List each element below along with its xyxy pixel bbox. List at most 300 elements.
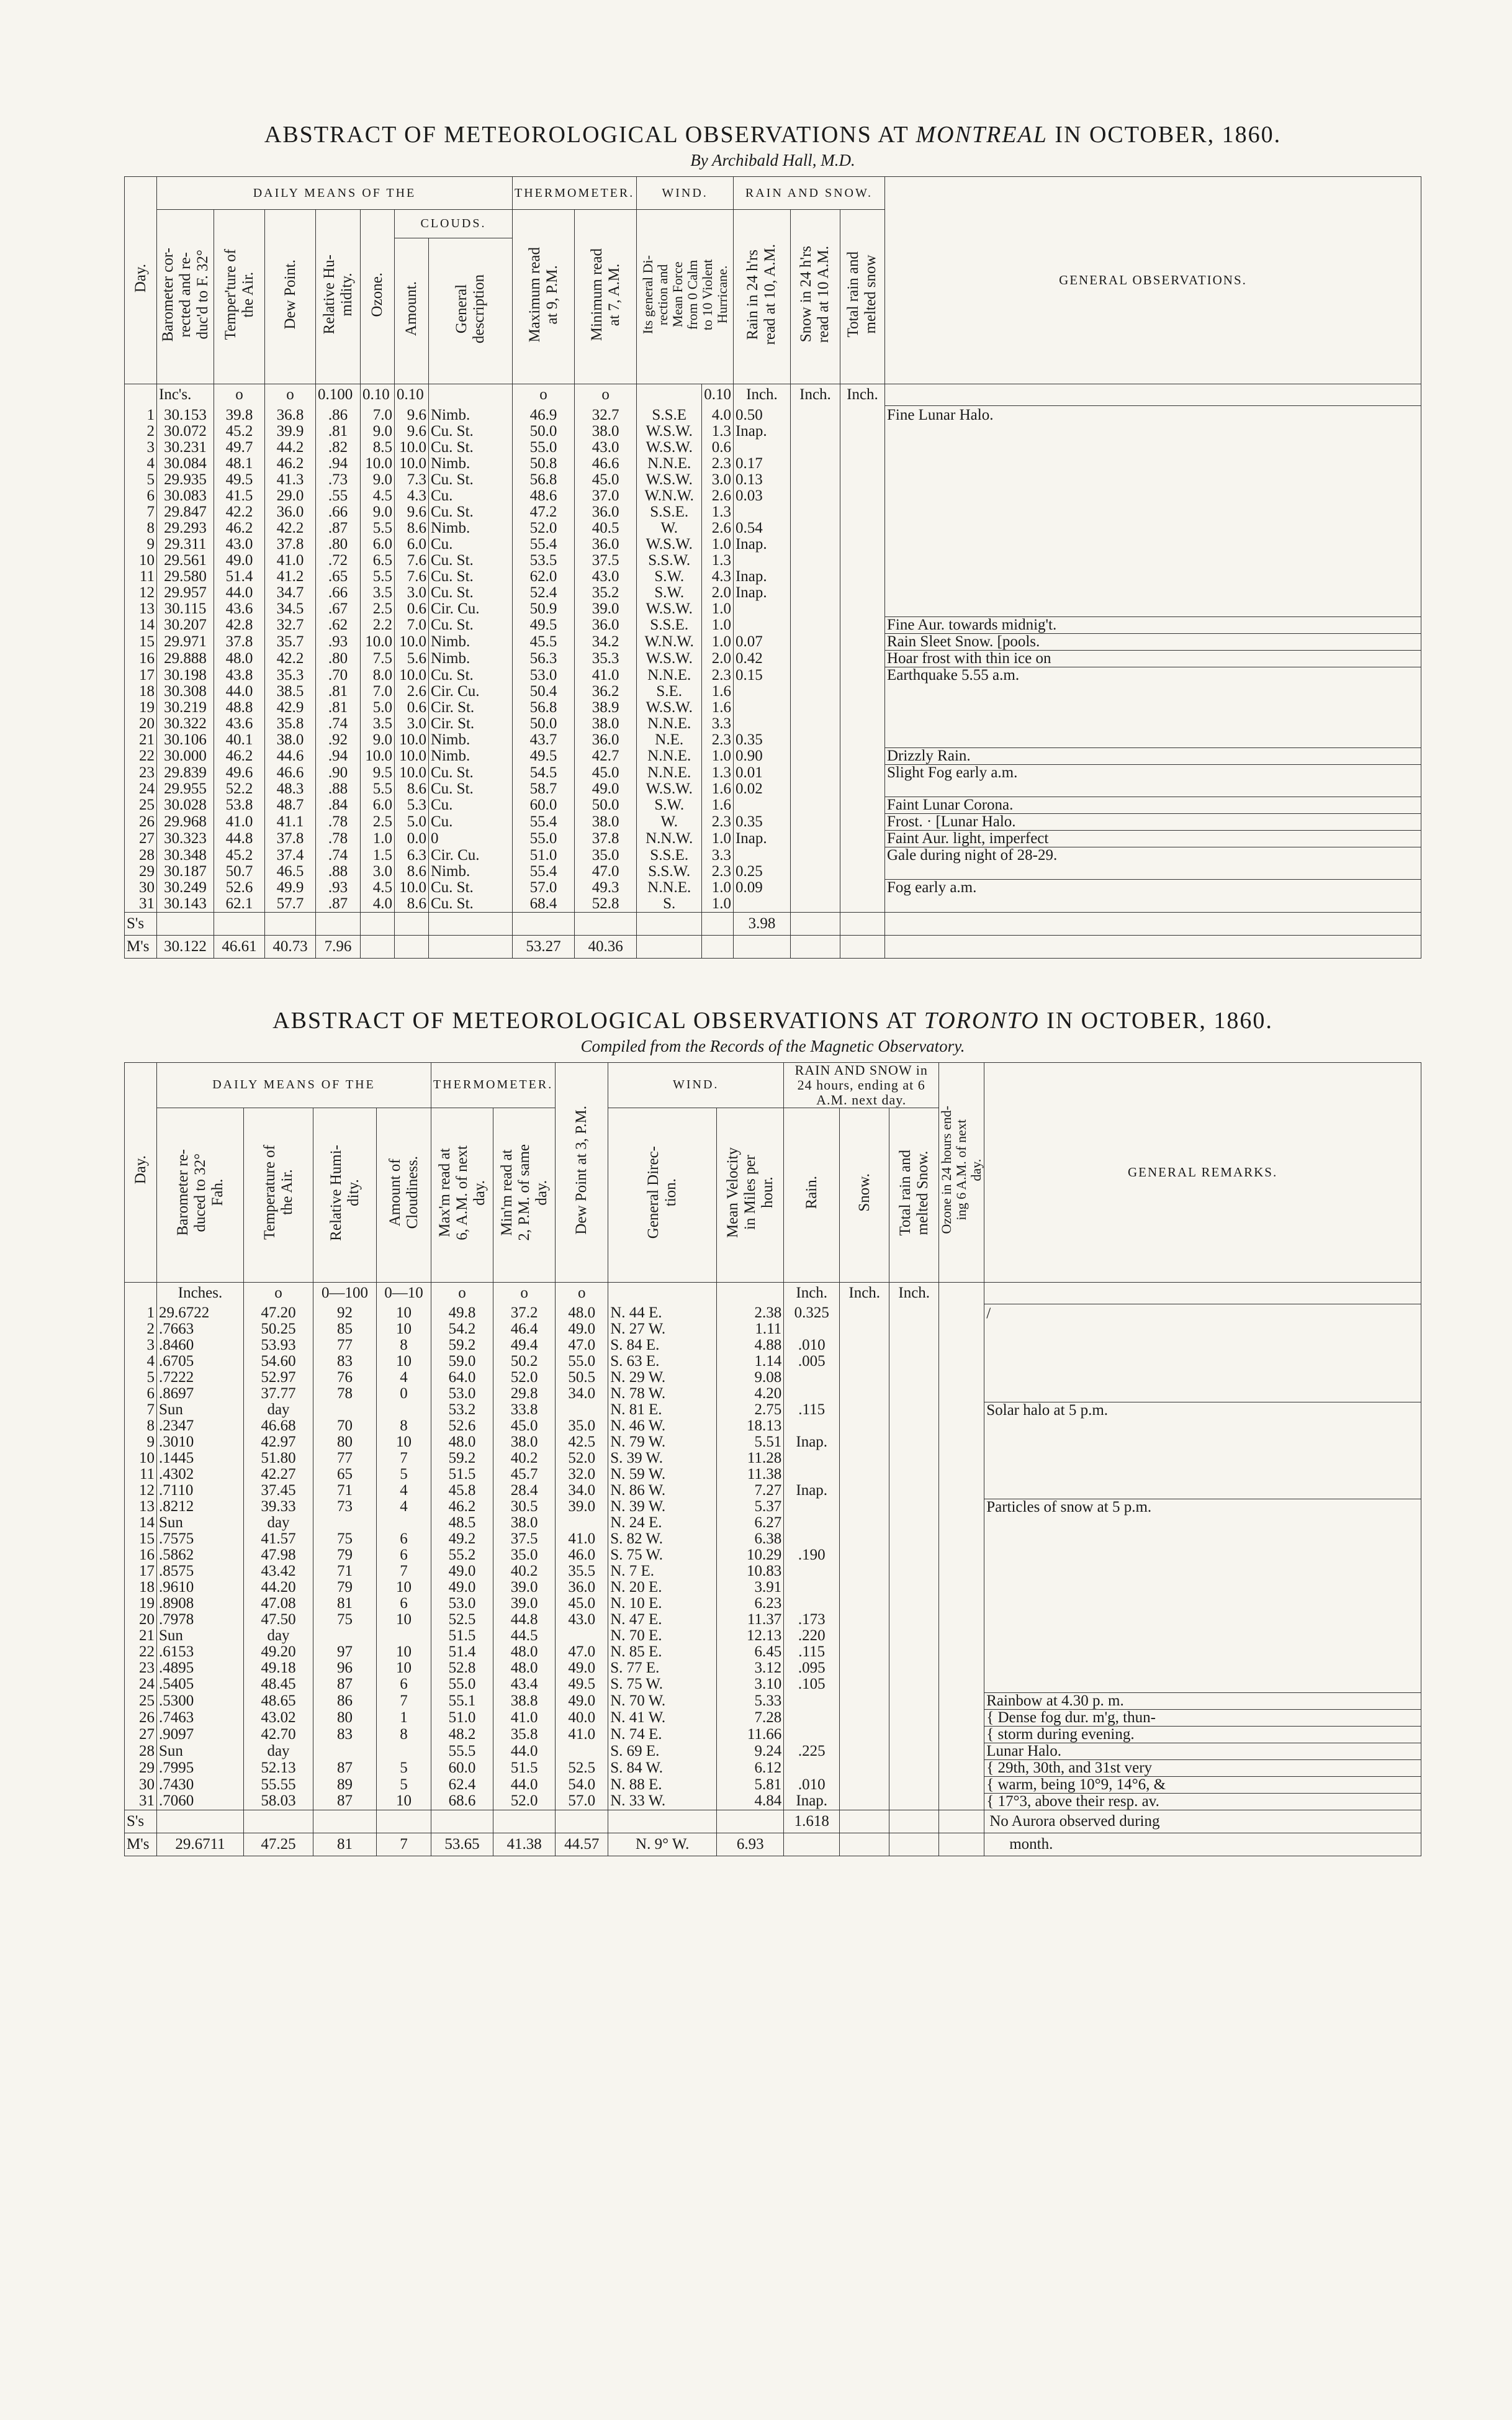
montreal-cell: 43.0 — [214, 536, 265, 553]
montreal-cell: 3.5 — [361, 716, 395, 732]
toronto-cell: S. 84 W. — [608, 1759, 717, 1776]
toronto-cell: 42.70 — [244, 1726, 313, 1743]
toronto-cell: 35.5 — [556, 1563, 608, 1579]
toronto-cell: N. 46 W. — [608, 1418, 717, 1434]
toronto-cell — [784, 1531, 840, 1547]
toronto-cell: .8697 — [157, 1386, 244, 1402]
toronto-cell: 10 — [377, 1579, 431, 1596]
montreal-cell — [840, 864, 884, 880]
toronto-col-ozone: Ozone in 24 hours end- ing 6 A.M. of next day. — [939, 1062, 984, 1282]
montreal-col-snow: Snow in 24 h'rs read at 10 A.M. — [790, 210, 840, 384]
montreal-cell: 30.219 — [157, 700, 214, 716]
montreal-cell: 6.5 — [361, 553, 395, 569]
toronto-cell: 1 — [377, 1709, 431, 1726]
toronto-cell — [889, 1628, 939, 1644]
toronto-cell — [840, 1776, 889, 1793]
toronto-cell — [939, 1321, 984, 1337]
toronto-cell: 6 — [377, 1596, 431, 1612]
toronto-cell: 12 — [125, 1483, 157, 1499]
montreal-cell: 50.4 — [513, 684, 575, 700]
montreal-cell — [840, 406, 884, 423]
montreal-cell: 30.072 — [157, 423, 214, 440]
toronto-cell — [556, 1628, 608, 1644]
montreal-cell: .94 — [316, 456, 361, 472]
toronto-cell — [784, 1759, 840, 1776]
toronto-cell — [939, 1776, 984, 1793]
toronto-cell: 59.2 — [431, 1337, 493, 1353]
montreal-cell: 24 — [125, 781, 157, 797]
toronto-cell: 51.80 — [244, 1450, 313, 1466]
toronto-cell: 52.5 — [431, 1612, 493, 1628]
montreal-cell: 0.03 — [733, 488, 790, 504]
toronto-cell — [889, 1370, 939, 1386]
toronto-col-remarks: GENERAL REMARKS. — [984, 1062, 1421, 1282]
montreal-col-temperature: Temper'ture of the Air. — [214, 210, 265, 384]
montreal-cell: 46.5 — [265, 864, 316, 880]
montreal-cell: 44.0 — [214, 585, 265, 601]
toronto-cell: 52.8 — [431, 1660, 493, 1676]
montreal-cell: 36.0 — [575, 536, 637, 553]
montreal-cell: 30.143 — [157, 896, 214, 913]
montreal-cell — [790, 553, 840, 569]
toronto-row — [125, 1402, 1421, 1418]
toronto-cell — [556, 1743, 608, 1759]
montreal-cell — [790, 585, 840, 601]
montreal-cell: 8.6 — [395, 896, 429, 913]
toronto-cell — [939, 1660, 984, 1676]
toronto-cell — [939, 1515, 984, 1531]
toronto-cell: 75 — [313, 1612, 377, 1628]
montreal-cell: 36.2 — [575, 684, 637, 700]
montreal-cell: .93 — [316, 634, 361, 651]
montreal-cell: 50.0 — [513, 423, 575, 440]
montreal-cell: 0.25 — [733, 864, 790, 880]
montreal-cell: 2.6 — [395, 684, 429, 700]
toronto-cell: 10 — [377, 1353, 431, 1370]
montreal-cell: 37.5 — [575, 553, 637, 569]
toronto-cell: 76 — [313, 1370, 377, 1386]
montreal-cell: 34.7 — [265, 585, 316, 601]
toronto-cell: 54.2 — [431, 1321, 493, 1337]
montreal-cell: .67 — [316, 601, 361, 617]
montreal-col-wind: Its general Di- rection and Mean Force from 0 Calm to 10 Violent Hurricane. — [637, 210, 734, 384]
montreal-cell — [790, 472, 840, 488]
montreal-cell: Cir. Cu. — [429, 601, 513, 617]
toronto-cell: 22 — [125, 1644, 157, 1660]
montreal-cell: 44.0 — [214, 684, 265, 700]
montreal-col-min: Minimum read at 7, A.M. — [575, 210, 637, 384]
toronto-cell: 10 — [125, 1450, 157, 1466]
montreal-cell: 29.847 — [157, 504, 214, 520]
montreal-cell: 55.4 — [513, 814, 575, 831]
montreal-cell — [790, 864, 840, 880]
montreal-cell: 0.0 — [395, 831, 429, 847]
toronto-remark: / — [984, 1304, 1421, 1402]
montreal-cell: 0 — [429, 831, 513, 847]
toronto-col-snow: Snow. — [840, 1108, 889, 1282]
montreal-cell: 37.4 — [265, 847, 316, 864]
montreal-cell — [790, 504, 840, 520]
toronto-cell — [939, 1563, 984, 1579]
toronto-cell: .8460 — [157, 1337, 244, 1353]
toronto-cell: 7.27 — [717, 1483, 784, 1499]
montreal-cell: N.N.E. — [637, 667, 702, 684]
toronto-subtitle: Compiled from the Records of the Magnetic Observatory. — [580, 1036, 965, 1055]
montreal-cell: 3.0 — [395, 716, 429, 732]
montreal-remark: Hoar frost with thin ice on — [884, 651, 1421, 667]
montreal-cell: 7.0 — [395, 617, 429, 634]
toronto-cell: N. 81 E. — [608, 1402, 717, 1418]
montreal-cell: S.S.E. — [637, 847, 702, 864]
montreal-cell: 46.2 — [265, 456, 316, 472]
montreal-cell: 55.4 — [513, 536, 575, 553]
montreal-cell — [840, 684, 884, 700]
toronto-cell: 18 — [125, 1579, 157, 1596]
toronto-cell: N. 70 W. — [608, 1692, 717, 1709]
toronto-cell: 8 — [377, 1418, 431, 1434]
toronto-cell — [889, 1337, 939, 1353]
toronto-cell — [939, 1579, 984, 1596]
montreal-cell: N.N.E. — [637, 765, 702, 781]
montreal-remark: Earthquake 5.55 a.m. — [884, 667, 1421, 748]
toronto-cell: .7978 — [157, 1612, 244, 1628]
montreal-cell — [790, 880, 840, 896]
montreal-cell: 49.5 — [513, 617, 575, 634]
toronto-cell — [313, 1515, 377, 1531]
montreal-cell: 9.6 — [395, 423, 429, 440]
montreal-cell: 3.5 — [361, 585, 395, 601]
montreal-cell: 4 — [125, 456, 157, 472]
toronto-cell: 14 — [125, 1515, 157, 1531]
toronto-remark: { 29th, 30th, and 31st very — [984, 1759, 1421, 1776]
toronto-col-day: Day. — [125, 1062, 157, 1282]
toronto-cell: 54.0 — [556, 1776, 608, 1793]
toronto-cell: 29.6722 — [157, 1304, 244, 1321]
toronto-cell: 45.0 — [556, 1596, 608, 1612]
montreal-cell: 43.6 — [214, 716, 265, 732]
toronto-cell: 52.13 — [244, 1759, 313, 1776]
toronto-cell: 45.0 — [493, 1418, 556, 1434]
montreal-cell: W.S.W. — [637, 601, 702, 617]
montreal-cell: 1.0 — [702, 601, 734, 617]
toronto-cell: .095 — [784, 1660, 840, 1676]
toronto-cell: 37.77 — [244, 1386, 313, 1402]
toronto-cell: .6705 — [157, 1353, 244, 1370]
toronto-cell: 48.0 — [493, 1644, 556, 1660]
toronto-cell: 6 — [377, 1547, 431, 1563]
montreal-cell: S. — [637, 896, 702, 913]
toronto-cell — [840, 1337, 889, 1353]
toronto-cell: Inap. — [784, 1793, 840, 1810]
toronto-cell: 52.0 — [493, 1370, 556, 1386]
toronto-cell: 46.2 — [431, 1499, 493, 1515]
montreal-cell: 30.187 — [157, 864, 214, 880]
montreal-cell: 36.0 — [265, 504, 316, 520]
montreal-cell: .82 — [316, 440, 361, 456]
montreal-cell: 1.3 — [702, 423, 734, 440]
toronto-cell: 39.0 — [556, 1499, 608, 1515]
toronto-cell — [889, 1709, 939, 1726]
montreal-cell: 9.5 — [361, 765, 395, 781]
montreal-group-clouds: CLOUDS. — [395, 210, 513, 238]
toronto-cell — [889, 1353, 939, 1370]
montreal-cell: 30.115 — [157, 601, 214, 617]
montreal-cell: 0.09 — [733, 880, 790, 896]
toronto-col-humidity: Relative Humi- dity. — [313, 1108, 377, 1282]
montreal-cell: 38.0 — [575, 716, 637, 732]
montreal-cell — [840, 536, 884, 553]
montreal-cell: 46.9 — [513, 406, 575, 423]
toronto-cell: 86 — [313, 1692, 377, 1709]
montreal-cell: 52.2 — [214, 781, 265, 797]
toronto-cell: 37.5 — [493, 1531, 556, 1547]
montreal-cell — [790, 732, 840, 748]
montreal-cell: 5.5 — [361, 569, 395, 585]
toronto-cell: .8212 — [157, 1499, 244, 1515]
toronto-cell — [840, 1353, 889, 1370]
montreal-group-thermometer: THERMOMETER. — [513, 177, 637, 210]
montreal-subtitle: By Archibald Hall, M.D. — [690, 151, 855, 169]
toronto-cell: 49.18 — [244, 1660, 313, 1676]
montreal-cell: 42.2 — [265, 520, 316, 536]
montreal-cell: 0.02 — [733, 781, 790, 797]
montreal-cell: 45.5 — [513, 634, 575, 651]
montreal-cell: 10.0 — [395, 748, 429, 765]
montreal-cell: 43.0 — [575, 440, 637, 456]
montreal-cell — [840, 472, 884, 488]
toronto-cell — [840, 1759, 889, 1776]
montreal-cell: 21 — [125, 732, 157, 748]
toronto-cell: 6.23 — [717, 1596, 784, 1612]
toronto-cell — [313, 1743, 377, 1759]
montreal-cell — [790, 831, 840, 847]
montreal-cell: 0.90 — [733, 748, 790, 765]
toronto-cell: 48.0 — [493, 1660, 556, 1676]
montreal-cell: 1 — [125, 406, 157, 423]
toronto-cell — [939, 1709, 984, 1726]
montreal-cell — [790, 700, 840, 716]
montreal-cell: 50.0 — [513, 716, 575, 732]
montreal-row — [125, 797, 1421, 814]
toronto-cell: 26 — [125, 1709, 157, 1726]
toronto-cell — [889, 1644, 939, 1660]
montreal-cell: 37.8 — [265, 536, 316, 553]
toronto-cell: 41.57 — [244, 1531, 313, 1547]
toronto-cell — [840, 1596, 889, 1612]
toronto-cell — [840, 1676, 889, 1692]
montreal-cell: 49.3 — [575, 880, 637, 896]
montreal-cell: 30.000 — [157, 748, 214, 765]
montreal-cell: 32.7 — [265, 617, 316, 634]
toronto-cell — [556, 1402, 608, 1418]
montreal-cell — [790, 569, 840, 585]
toronto-row — [125, 1692, 1421, 1709]
montreal-cell: 29 — [125, 864, 157, 880]
toronto-cell: 11.66 — [717, 1726, 784, 1743]
toronto-cell: 7.28 — [717, 1709, 784, 1726]
toronto-cell — [939, 1726, 984, 1743]
montreal-col-ozone: Ozone. — [361, 210, 395, 384]
toronto-cell: .010 — [784, 1776, 840, 1793]
montreal-group-rain: RAIN AND SNOW. — [733, 177, 884, 210]
toronto-cell: 77 — [313, 1450, 377, 1466]
toronto-cell: 7 — [377, 1563, 431, 1579]
toronto-cell — [889, 1547, 939, 1563]
montreal-units-row: Inc's. o o 0.100 0.10 0.10 o o 0.10 Inch. Inch. Inch. — [125, 384, 1421, 406]
montreal-cell: 68.4 — [513, 896, 575, 913]
toronto-cell: 52.5 — [556, 1759, 608, 1776]
montreal-cell: Cir. St. — [429, 700, 513, 716]
toronto-cell: 9 — [125, 1434, 157, 1450]
toronto-cell: 50.2 — [493, 1353, 556, 1370]
montreal-cell: 0.6 — [395, 700, 429, 716]
montreal-cell: 46.6 — [265, 765, 316, 781]
toronto-cell: 39.0 — [493, 1596, 556, 1612]
toronto-cell — [889, 1402, 939, 1418]
toronto-cell: 5 — [377, 1759, 431, 1776]
montreal-cell: .87 — [316, 896, 361, 913]
montreal-cell: W.S.W. — [637, 536, 702, 553]
montreal-remark: Gale during night of 28-29. — [884, 847, 1421, 880]
toronto-cell: 3.10 — [717, 1676, 784, 1692]
montreal-cell: 8.5 — [361, 440, 395, 456]
montreal-cell: 56.3 — [513, 651, 575, 667]
montreal-sum-rain: 3.98 — [733, 912, 790, 935]
montreal-cell: W.S.W. — [637, 651, 702, 667]
toronto-cell: 49.0 — [431, 1579, 493, 1596]
toronto-cell: 10 — [377, 1434, 431, 1450]
montreal-remark: Fine Lunar Halo. — [884, 406, 1421, 617]
montreal-cell: 30.322 — [157, 716, 214, 732]
toronto-cell: 32.0 — [556, 1466, 608, 1483]
toronto-cell: 55.55 — [244, 1776, 313, 1793]
toronto-cell: 41.0 — [493, 1709, 556, 1726]
montreal-cell: S.S.E. — [637, 504, 702, 520]
montreal-cell: 26 — [125, 814, 157, 831]
montreal-cell: 5.6 — [395, 651, 429, 667]
montreal-cell: 29.971 — [157, 634, 214, 651]
montreal-cell: 10.0 — [395, 880, 429, 896]
montreal-cell: 48.3 — [265, 781, 316, 797]
montreal-cell: 10.0 — [361, 634, 395, 651]
montreal-cell: 29.955 — [157, 781, 214, 797]
toronto-col-rain: Rain. — [784, 1108, 840, 1282]
montreal-cell: 2.5 — [361, 601, 395, 617]
toronto-cell — [889, 1660, 939, 1676]
montreal-cell: 35.8 — [265, 716, 316, 732]
toronto-cell: 48.5 — [431, 1515, 493, 1531]
toronto-cell — [939, 1434, 984, 1450]
montreal-cell — [790, 617, 840, 634]
montreal-cell: 48.7 — [265, 797, 316, 814]
toronto-cell: 27 — [125, 1726, 157, 1743]
montreal-cell: 30.153 — [157, 406, 214, 423]
toronto-cell: 36.0 — [556, 1579, 608, 1596]
montreal-cell: 34.2 — [575, 634, 637, 651]
toronto-cell — [377, 1743, 431, 1759]
toronto-cell: 16 — [125, 1547, 157, 1563]
montreal-cell: Nimb. — [429, 864, 513, 880]
toronto-cell: N. 78 W. — [608, 1386, 717, 1402]
toronto-cell — [840, 1386, 889, 1402]
toronto-row — [125, 1793, 1421, 1810]
montreal-cell: Inap. — [733, 536, 790, 553]
toronto-cell — [939, 1628, 984, 1644]
toronto-cell — [939, 1402, 984, 1418]
toronto-cell — [784, 1386, 840, 1402]
montreal-cell: 54.5 — [513, 765, 575, 781]
montreal-col-rain: Rain in 24 h'rs read at 10, A.M. — [733, 210, 790, 384]
montreal-cell — [790, 601, 840, 617]
montreal-cell: 1.0 — [702, 896, 734, 913]
montreal-col-amount: Amount. — [395, 238, 429, 384]
toronto-col-total: Total rain and melted Snow. — [889, 1108, 939, 1282]
toronto-cell: 49.20 — [244, 1644, 313, 1660]
montreal-cell: 6.0 — [395, 536, 429, 553]
toronto-cell — [889, 1531, 939, 1547]
toronto-cell: Sun — [157, 1515, 244, 1531]
montreal-cell: Cu. St. — [429, 781, 513, 797]
toronto-cell — [889, 1563, 939, 1579]
toronto-cell: S. 75 W. — [608, 1547, 717, 1563]
montreal-cell: Cu. St. — [429, 585, 513, 601]
montreal-cell — [840, 748, 884, 765]
toronto-cell: 57.0 — [556, 1793, 608, 1810]
toronto-cell — [313, 1402, 377, 1418]
toronto-cell: 37.45 — [244, 1483, 313, 1499]
toronto-cell: 44.0 — [493, 1776, 556, 1793]
montreal-cell: 10.0 — [361, 748, 395, 765]
toronto-cell: .7110 — [157, 1483, 244, 1499]
toronto-cell: 83 — [313, 1353, 377, 1370]
toronto-cell — [939, 1370, 984, 1386]
toronto-cell: 1.11 — [717, 1321, 784, 1337]
toronto-cell — [939, 1386, 984, 1402]
montreal-cell: W.N.W. — [637, 634, 702, 651]
montreal-cell: 20 — [125, 716, 157, 732]
toronto-section — [124, 1007, 1421, 1856]
toronto-cell: 48.45 — [244, 1676, 313, 1692]
montreal-cell: .87 — [316, 520, 361, 536]
toronto-cell: .010 — [784, 1337, 840, 1353]
toronto-cell: N. 44 E. — [608, 1304, 717, 1321]
toronto-cell: 44.8 — [493, 1612, 556, 1628]
toronto-cell: 47.0 — [556, 1644, 608, 1660]
montreal-cell: 1.0 — [702, 748, 734, 765]
toronto-group-thermometer: THERMOMETER. — [431, 1062, 556, 1108]
montreal-cell: .86 — [316, 406, 361, 423]
montreal-cell: .81 — [316, 700, 361, 716]
montreal-section — [124, 121, 1421, 959]
montreal-cell: .65 — [316, 569, 361, 585]
montreal-cell: 1.0 — [702, 831, 734, 847]
toronto-cell — [313, 1628, 377, 1644]
montreal-cell: 7.3 — [395, 472, 429, 488]
toronto-cell: N. 24 E. — [608, 1515, 717, 1531]
toronto-cell — [840, 1743, 889, 1759]
montreal-cell: 3.3 — [702, 847, 734, 864]
toronto-cell: 10.83 — [717, 1563, 784, 1579]
montreal-cell: .88 — [316, 781, 361, 797]
toronto-cell: 52.6 — [431, 1418, 493, 1434]
montreal-cell: 29.0 — [265, 488, 316, 504]
toronto-cell — [840, 1709, 889, 1726]
toronto-cell: Inap. — [784, 1434, 840, 1450]
toronto-cell: 10 — [377, 1304, 431, 1321]
montreal-cell: 47.0 — [575, 864, 637, 880]
toronto-cell: .173 — [784, 1612, 840, 1628]
toronto-cell: 55.5 — [431, 1743, 493, 1759]
